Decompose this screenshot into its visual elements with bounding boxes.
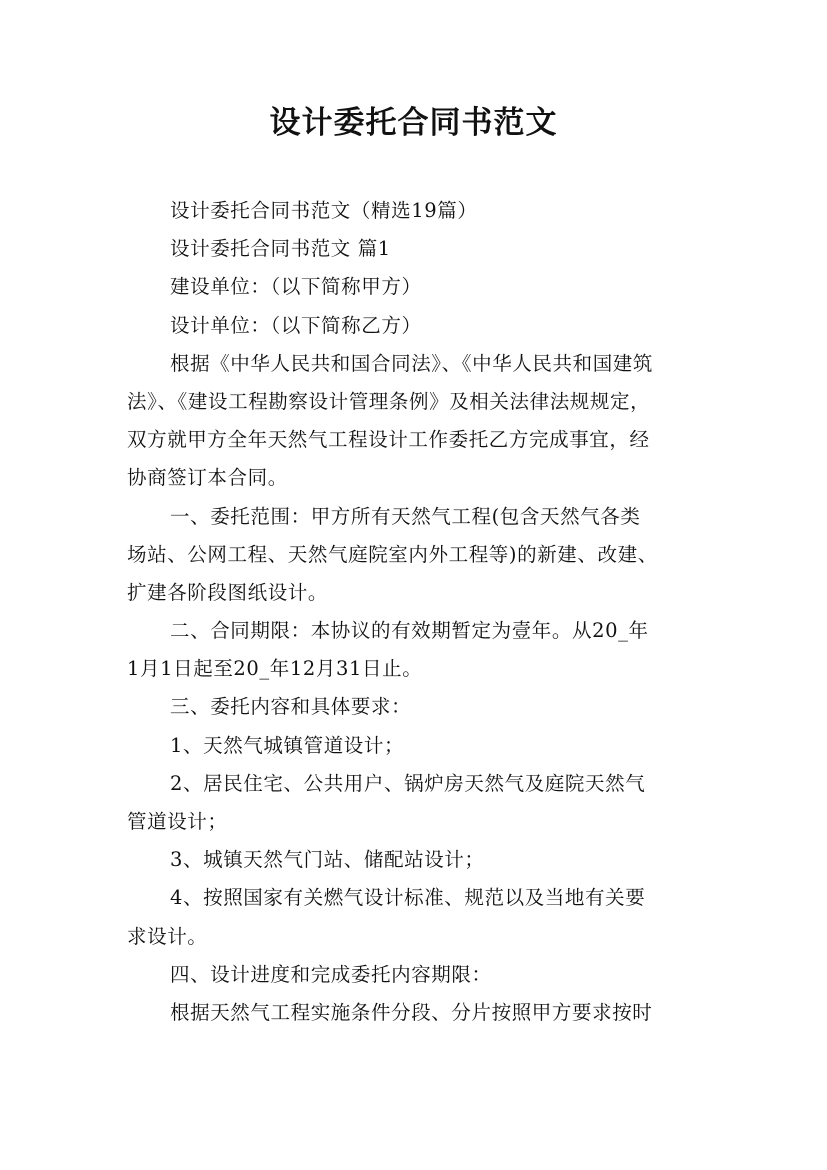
- document-body: [127, 192, 713, 1032]
- text-line: 设计委托合同书范文 篇1: [170, 237, 391, 261]
- text-line: 4、按照国家有关燃气设计标准、规范以及当地有关要: [170, 886, 646, 910]
- document-title: 设计委托合同书范文: [269, 105, 558, 141]
- text-line: 双方就甲方全年天然气工程设计工作委托乙方完成事宜，经: [127, 428, 650, 452]
- text-line: 根据《中华人民共和国合同法》、《中华人民共和国建筑: [170, 351, 654, 375]
- text-line: 3、城镇天然气门站、储配站设计；: [170, 848, 485, 872]
- text-line: 法》、《建设工程勘察设计管理条例》及相关法律法规规定，: [127, 389, 651, 413]
- text-line: 协商签订本合同。: [127, 466, 288, 490]
- text-line: 求设计。: [127, 924, 208, 948]
- text-line: 设计单位：（以下简称乙方）: [170, 313, 422, 337]
- text-line: 1月1日起至20_年12月31日止。: [127, 657, 423, 681]
- text-line: 1、天然气城镇管道设计；: [170, 733, 405, 757]
- text-line: 2、居民住宅、公共用户、锅炉房天然气及庭院天然气: [170, 771, 646, 795]
- text-line: 四、设计进度和完成委托内容期限：: [170, 962, 492, 986]
- text-line: 扩建各阶段图纸设计。: [127, 580, 329, 604]
- text-line: 场站、公网工程、天然气庭院室内外工程等)的新建、改建、: [127, 542, 658, 566]
- text-line: 根据天然气工程实施条件分段、分片按照甲方要求按时: [170, 1000, 653, 1024]
- text-line: 一、委托范围：甲方所有天然气工程(包含天然气各类: [170, 504, 641, 528]
- text-line: 三、委托内容和具体要求：: [170, 695, 412, 719]
- text-line: 设计委托合同书范文（精选19篇）: [170, 199, 478, 222]
- text-line: 管道设计；: [127, 810, 228, 833]
- text-line: 二、合同期限：本协议的有效期暂定为壹年。从20_年: [170, 619, 649, 643]
- text-line: 建设单位：（以下简称甲方）: [170, 275, 422, 299]
